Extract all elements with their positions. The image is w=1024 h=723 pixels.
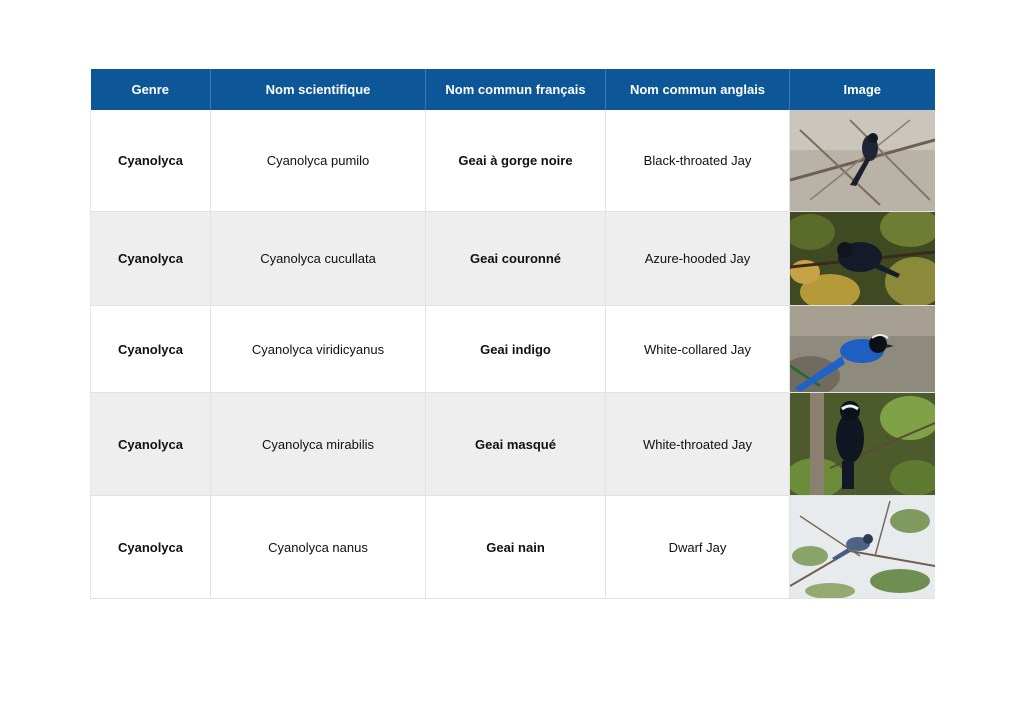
header-scientific-name: Nom scientifique [211, 69, 426, 110]
french-name-cell: Geai nain [426, 496, 606, 599]
scientific-name-cell: Cyanolyca nanus [211, 496, 426, 599]
english-name-cell: White-throated Jay [606, 393, 790, 496]
french-name-cell: Geai indigo [426, 306, 606, 393]
french-name-cell: Geai couronné [426, 212, 606, 306]
genre-cell: Cyanolyca [91, 110, 211, 212]
table-row [91, 393, 935, 496]
bird-photo-white-throated-jay-icon [790, 393, 935, 495]
bird-photo-icon [790, 306, 935, 393]
table-header-row [91, 69, 935, 110]
genre-cell: Cyanolyca [91, 212, 211, 306]
table-row [91, 110, 935, 212]
scientific-name-cell: Cyanolyca viridicyanus [211, 306, 426, 393]
bird-photo-icon [790, 393, 935, 496]
genre-cell: Cyanolyca [91, 496, 211, 599]
french-name-cell: Geai masqué [426, 393, 606, 496]
english-name-cell: Dwarf Jay [606, 496, 790, 599]
english-name-cell: Black-throated Jay [606, 110, 790, 212]
header-french-name: Nom commun français [426, 69, 606, 110]
bird-photo-azure-hooded-jay-icon [790, 212, 935, 305]
table-row [91, 496, 935, 599]
english-name-cell: Azure-hooded Jay [606, 212, 790, 306]
header-english-name: Nom commun anglais [606, 69, 790, 110]
bird-photo-icon [790, 110, 935, 212]
table-row [91, 212, 935, 306]
genre-cell: Cyanolyca [91, 393, 211, 496]
scientific-name-cell: Cyanolyca pumilo [211, 110, 426, 212]
bird-photo-black-throated-jay-icon [790, 110, 935, 211]
header-genre: Genre [91, 69, 211, 110]
genre-cell: Cyanolyca [91, 306, 211, 393]
bird-photo-dwarf-jay-icon [790, 496, 935, 598]
header-image: Image [790, 69, 935, 110]
table-row [91, 306, 935, 393]
french-name-cell: Geai à gorge noire [426, 110, 606, 212]
species-table [90, 69, 935, 599]
english-name-cell: White-collared Jay [606, 306, 790, 393]
bird-photo-icon [790, 212, 935, 306]
scientific-name-cell: Cyanolyca mirabilis [211, 393, 426, 496]
scientific-name-cell: Cyanolyca cucullata [211, 212, 426, 306]
bird-photo-white-collared-jay-icon [790, 306, 935, 392]
bird-photo-icon [790, 496, 935, 599]
